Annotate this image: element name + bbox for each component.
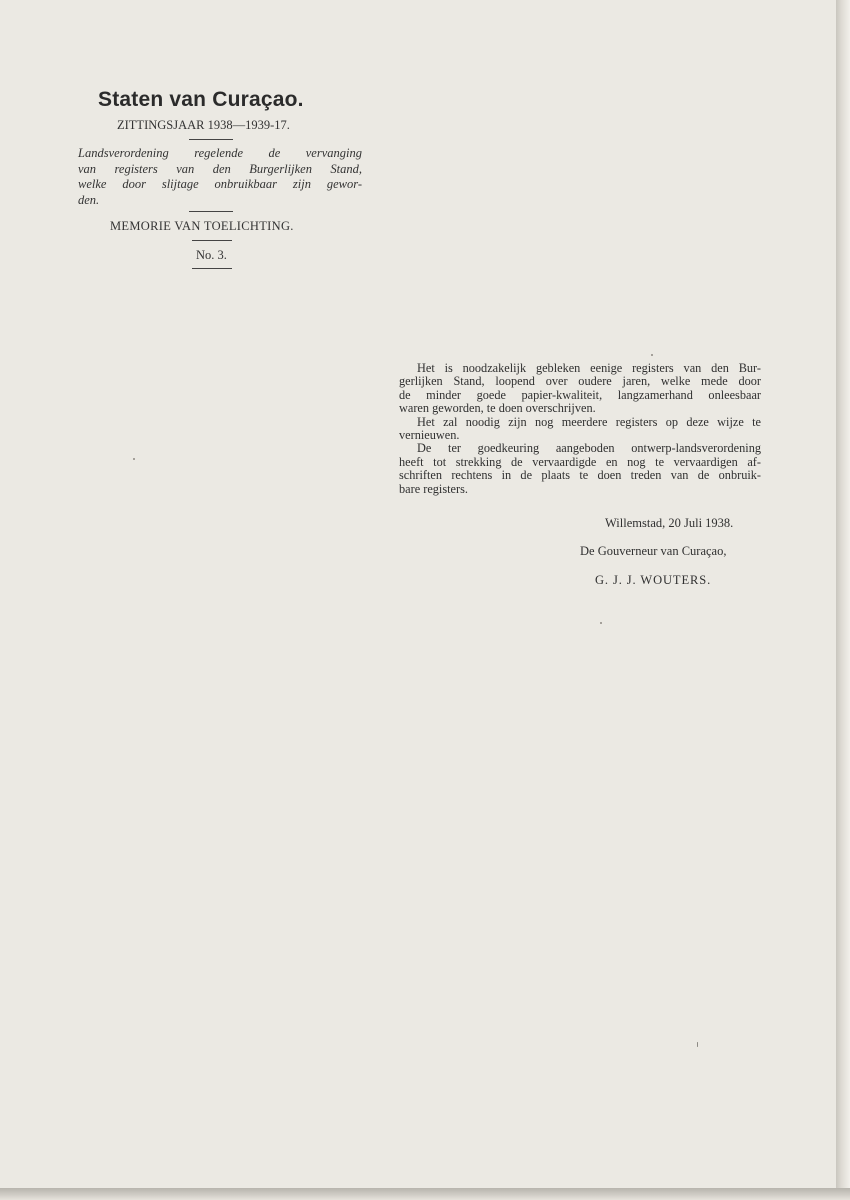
subject-block bbox=[78, 146, 362, 208]
body-text bbox=[399, 362, 761, 496]
document-title: Staten van Curaçao. bbox=[98, 88, 304, 111]
document-number: No. 3. bbox=[196, 248, 227, 262]
signatory-name: G. J. J. WOUTERS. bbox=[595, 573, 712, 587]
body-line: schriften rechtens in de plaats te doen treden van de onbruik- bbox=[399, 468, 761, 483]
body-line: de minder goede papier-kwaliteit, langzamerhand onleesbaar bbox=[399, 387, 761, 402]
page-edge-right bbox=[836, 0, 850, 1200]
body-line: Het is noodzakelijk gebleken eenige registers van den Bur- bbox=[417, 361, 761, 375]
body-line: Het zal noodig zijn nog meerdere registers op deze wijze te bbox=[417, 414, 761, 429]
subject-line: welke door slijtage onbruikbaar zijn gewor- bbox=[78, 177, 362, 191]
session-year: ZITTINGSJAAR 1938—1939-17. bbox=[117, 118, 290, 132]
body-line: gerlijken Stand, loopend over oudere jaren, welke mede door bbox=[399, 374, 761, 389]
body-line: heeft tot strekking de vervaardigde en nog te vervaardigen af- bbox=[399, 454, 761, 469]
document-type: MEMORIE VAN TOELICHTING. bbox=[110, 219, 294, 233]
body-line: vernieuwen. bbox=[399, 428, 460, 443]
divider bbox=[189, 139, 233, 140]
subject-line: den. bbox=[78, 192, 100, 207]
divider bbox=[192, 240, 232, 241]
body-line: De ter goedkeuring aangeboden ontwerp-landsverordening bbox=[417, 441, 761, 456]
body-line: bare registers. bbox=[399, 481, 468, 496]
page-edge-bottom bbox=[0, 1188, 850, 1200]
body-line: waren geworden, te doen overschrijven. bbox=[399, 401, 596, 416]
subject-line: van registers van den Burgerlijken Stand, bbox=[78, 161, 362, 176]
paper-speck bbox=[651, 354, 653, 356]
paper-speck bbox=[600, 622, 602, 624]
paper-speck bbox=[133, 458, 135, 460]
signatory-office: De Gouverneur van Curaçao, bbox=[580, 544, 727, 558]
divider bbox=[192, 268, 232, 269]
place-date: Willemstad, 20 Juli 1938. bbox=[605, 516, 734, 530]
subject-line: Landsverordening regelende de vervanging bbox=[78, 146, 362, 160]
divider bbox=[189, 211, 233, 212]
paper-speck bbox=[697, 1042, 698, 1047]
